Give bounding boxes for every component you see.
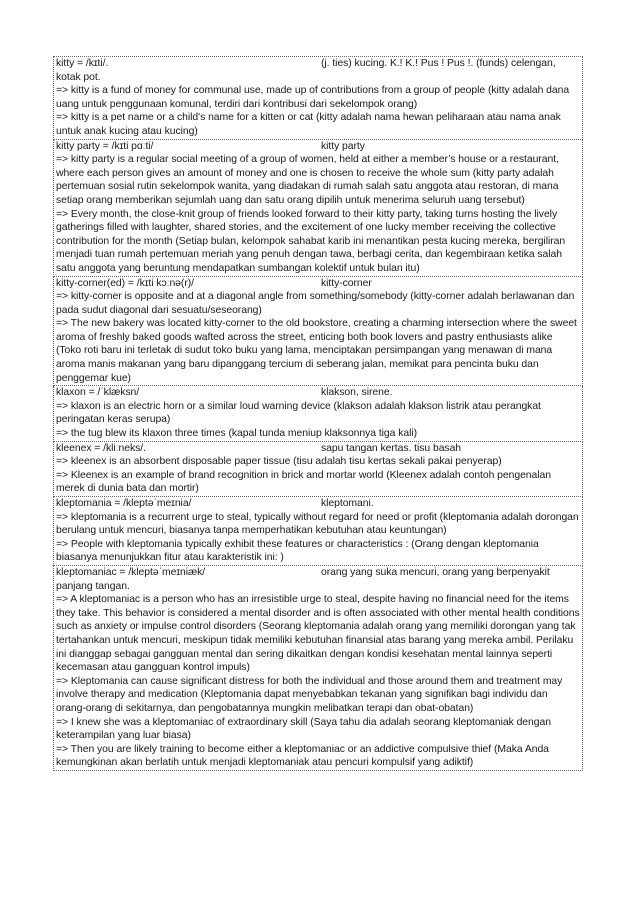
entry-line: => kleenex is an absorbent disposable paper tissue (tisu adalah tisu kertas sekali pakai penyerap) <box>56 456 502 468</box>
entry-klaxon <box>53 386 583 441</box>
entry-line: => kitty is a pet name or a child's name for a kitten or cat (kitty adalah nama hewan peliharaan atau nama anak untuk anak kucing atau kucing) <box>56 112 561 137</box>
entry-term: kitty = /kɪti/. <box>56 58 109 69</box>
entry-head <box>56 442 580 456</box>
entry-line: => A kleptomaniac is a person who has an irresistible urge to steal, despite having no financial need for the items they take. This behavior is considered a mental disorder and is often associated with other mental health conditions such as anxiety or impulse control disorders (Seorang kleptomania adalah orang yang memiliki dorongan yang tak tertahankan untuk mencuri, meskipun tidak memiliki kebutuhan finansial atas barang yang mereka ambil. Perilaku ini dianggap sebagai gangguan mental dan sering dikaitkan dengan kondisi kesehatan mental lainnya seperti kecemasan atau gangguan kontrol impuls) <box>56 594 580 674</box>
entry-kleenex <box>53 442 583 497</box>
entry-kitty-corner <box>53 277 583 387</box>
entry-line: => People with kleptomania typically exhibit these features or characteristics : (Orang dengan kleptomania biasanya menunjukkan fitur atau karakteristik ini: ) <box>56 538 539 564</box>
entry-line: => kleptomania is a recurrent urge to steal, typically without regard for need or profit (kleptomania adalah dorongan berulang untuk mencuri, biasanya tanpa memperhatikan kebutuhan atau keuntungan) <box>56 511 579 537</box>
entry-line: => Then you are likely training to become either a kleptomaniac or an addictive compulsive thief (Maka Anda kemungkinan akan berlatih untuk menjadi kleptomaniak atau pencuri kompulsif yang adiktif) <box>56 743 549 769</box>
entry-line: => kitty-corner is opposite and at a diagonal angle from something/somebody (kitty-corner adalah berlawanan dan pada sudut diagonal dari sesuatu/seseorang) <box>56 291 575 316</box>
entry-line: => kitty party is a regular social meeting of a group of women, held at either a member’s house or a restaurant, where each person gives an amount of money and one is chosen to receive the whole sum (kitty party adalah pertemuan sosial rutin sekelompok wanita, yang diadakan di rumah salah satu anggota atau restoran, di mana setiap orang memberikan sejumlah uang dan satu orang dipilih untuk menerima seluruh uang tersebut) <box>56 154 559 206</box>
entry-kleptomania <box>53 497 583 566</box>
entry-meaning: sapu tangan kertas. tisu basah <box>321 442 462 454</box>
entry-head <box>56 140 580 154</box>
entry-line: => kitty is a fund of money for communal use, made up of contributions from a group of people (kitty adalah dana uang untuk penggunaan komunal, terdiri dari kontribusi dari sekelompok orang) <box>56 85 570 110</box>
entry-meaning: (j. ties) kucing. K.! K.! Pus ! Pus !. (funds) celengan, kotak pot. <box>56 58 556 83</box>
entry-meaning: kitty party <box>321 140 365 152</box>
entry-line: => Kleptomania can cause significant distress for both the individual and those around them and treatment may involve therapy and medication (Kleptomania dapat menyebabkan tekanan yang signifikan bagi individu dan orang-orang di sekitarnya, dan pengobatannya mungkin melibatkan terapi dan obat-obatan) <box>56 675 563 714</box>
entry-head <box>56 566 580 593</box>
entry-meaning: kleptomani. <box>321 498 374 509</box>
entry-term: kitty party = /kɪti pɑːti/ <box>56 140 154 152</box>
entry-line: => Every month, the close-knit group of friends looked forward to their kitty party, taking turns hosting the lively gatherings filled with laughter, shared stories, and the excitement of one lucky member receiving the collective contribution for the month (Setiap bulan, kelompok sahabat karib ini menantikan pesta kucing mereka, bergiliran menjadi tuan rumah pertemuan meriah yang penuh dengan tawa, berbagi cerita, dan kegembiraan ketika salah satu anggota yang beruntung mendapatkan sumbangan kolektif untuk bulan itu) <box>56 208 566 274</box>
entry-term: klaxon = /ˈklæksn/ <box>56 387 140 399</box>
entry-meaning: kitty-corner <box>321 277 372 289</box>
entry-line: => the tug blew its klaxon three times (kapal tunda meniup klaksonnya tiga kali) <box>56 428 418 440</box>
entry-line: => The new bakery was located kitty-corner to the old bookstore, creating a charming intersection where the sweet aroma of freshly baked goods wafted across the street, enticing both book lovers and pastry enthusiasts alike (Toko roti baru ini terletak di sudut toko buku yang lama, menciptakan persimpangan yang menawan di mana aroma manis makanan yang baru dipanggang tercium di seberang jalan, memikat para pencinta buku dan penggemar kue) <box>56 318 577 384</box>
entry-head <box>56 497 580 511</box>
entry-line: => Kleenex is an example of brand recognition in brick and mortar world (Kleenex adalah contoh pengenalan merek di dunia bata dan mortir) <box>56 469 551 495</box>
entry-kitty <box>53 57 583 140</box>
entry-term: kitty-corner(ed) = /kɪti kɔːnə(r)/ <box>56 277 194 289</box>
entry-kitty-party <box>53 140 583 277</box>
entry-term: kleenex = /kliːneks/. <box>56 442 146 454</box>
entry-head <box>56 277 580 291</box>
entry-line: => klaxon is an electric horn or a similar loud warning device (klakson adalah klakson listrik atau perangkat peringatan keras serupa) <box>56 400 541 426</box>
entry-kleptomaniac <box>53 566 583 771</box>
entry-term: kleptomaniac = /kleptəˈmeɪniæk/ <box>56 566 206 578</box>
entry-meaning: klakson, sirene. <box>321 387 393 399</box>
dictionary-page <box>53 56 583 771</box>
entry-line: => I knew she was a kleptomaniac of extraordinary skill (Saya tahu dia adalah seorang kleptomaniak dengan keterampilan yang luar biasa) <box>56 716 551 742</box>
entry-term: kleptomania = /kleptəˈmeɪnia/ <box>56 498 192 509</box>
entry-head <box>56 57 580 84</box>
entry-meaning: orang yang suka mencuri, orang yang berpenyakit panjang tangan. <box>56 566 550 592</box>
entry-head <box>56 386 580 400</box>
